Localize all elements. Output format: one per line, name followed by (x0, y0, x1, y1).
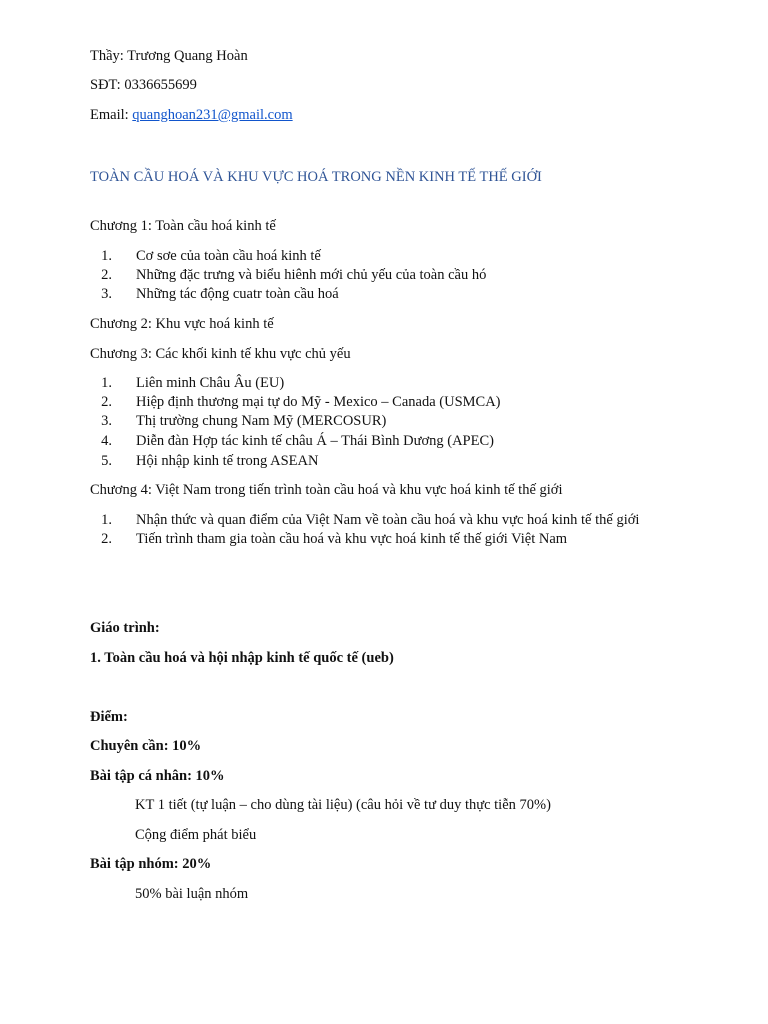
chapter-3-title: Chương 3: Các khối kinh tế khu vực chủ yếu (90, 346, 351, 362)
list-item: 3. Thị trường chung Nam Mỹ (MERCOSUR) (101, 413, 387, 429)
chapter-1-title: Chương 1: Toàn cầu hoá kinh tế (90, 218, 276, 234)
list-item: 2. Tiến trình tham gia toàn cầu hoá và khu vực hoá kinh tế thế giới Việt Nam (101, 531, 568, 547)
textbook-label: Giáo trình: (90, 620, 160, 636)
phone-number: SĐT: 0336655699 (90, 77, 197, 93)
individual-detail: KT 1 tiết (tự luận – cho dùng tài liệu) (câu hỏi về tư duy thực tiễn 70%) (135, 797, 551, 813)
document-title: TOÀN CẦU HOÁ VÀ KHU VỰC HOÁ TRONG NỀN KINH TẾ THẾ GIỚI (90, 169, 542, 185)
chapter-4-title: Chương 4: Việt Nam trong tiến trình toàn cầu hoá và khu vực hoá kinh tế thế giới (90, 482, 563, 498)
list-item: 4. Diễn đàn Hợp tác kinh tế châu Á – Thái Bình Dương (APEC) (101, 433, 494, 449)
attendance-grade: Chuyên cần: 10% (90, 738, 202, 754)
grading-label: Điểm: (90, 709, 128, 725)
teacher-name: Thầy: Trương Quang Hoàn (90, 48, 248, 64)
textbook-item: 1. Toàn cầu hoá và hội nhập kinh tế quốc tế (ueb) (90, 650, 394, 666)
email-line (90, 106, 293, 124)
list-item: 1. Liên minh Châu Âu (EU) (101, 375, 285, 391)
group-grade: Bài tập nhóm: 20% (90, 856, 212, 872)
individual-grade: Bài tập cá nhân: 10% (90, 768, 225, 784)
email-link[interactable]: quanghoan231@gmail.com (132, 107, 293, 123)
list-item: 2. Những đặc trưng và biểu hiênh mới chủ yếu của toàn cầu hó (101, 267, 487, 283)
list-item: 2. Hiệp định thương mại tự do Mỹ - Mexico – Canada (USMCA) (101, 394, 501, 410)
list-item: 1. Cơ sơe của toàn cầu hoá kinh tế (101, 248, 321, 264)
group-detail: 50% bài luận nhóm (135, 886, 249, 902)
list-item: 3. Những tác động cuatr toàn cầu hoá (101, 286, 339, 302)
list-item: 1. Nhận thức và quan điểm của Việt Nam về toàn cầu hoá và khu vực hoá kinh tế thế giới (101, 512, 640, 528)
list-item: 5. Hội nhập kinh tế trong ASEAN (101, 453, 319, 469)
individual-detail: Cộng điểm phát biểu (135, 827, 257, 843)
chapter-2-title: Chương 2: Khu vực hoá kinh tế (90, 316, 274, 332)
email-label: Email: (90, 107, 133, 123)
